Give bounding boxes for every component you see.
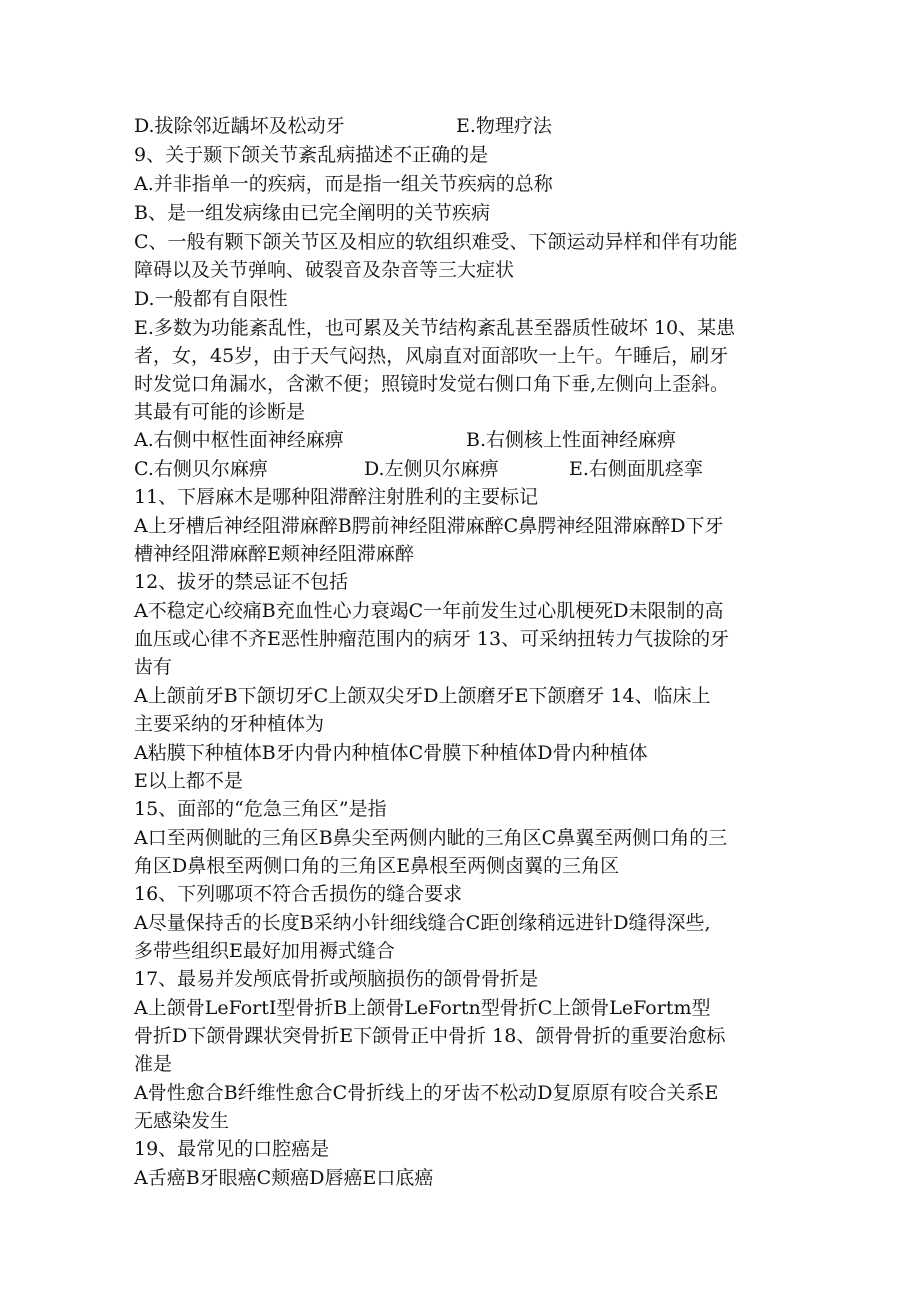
option-line: 角区D鼻根至两侧口角的三角区E鼻根至两侧卤翼的三角区 [134, 855, 620, 877]
option-line: E以上都不是 [134, 770, 243, 792]
option-line: A粘膜下种植体B牙内骨内种植体C骨膜下种植体D骨内种植体 [134, 742, 648, 764]
option-line: 障碍以及关节弹响、破裂音及杂音等三大症状 [134, 259, 515, 281]
option-b: B.右侧核上性面神经麻痹 [466, 429, 677, 451]
question-15: 15、面部的“危急三角区”是指 [134, 798, 387, 820]
option-line: A.并非指单一的疾病，而是指一组关节疾病的总称 [134, 173, 553, 195]
option-line: E.多数为功能紊乱性，也可累及关节结构紊乱甚至器质性破坏 10、某患 [134, 317, 736, 339]
question-10-line: 其最有可能的诊断是 [134, 401, 306, 423]
option-line: A舌癌B牙眼癌C颊癌D唇癌E口底癌 [134, 1167, 434, 1189]
question-10-line: 者，女，45岁，由于天气闷热，风扇直对面部吹一上午。午睡后，刷牙 [134, 345, 729, 367]
option-line: A骨性愈合B纤维性愈合C骨折线上的牙齿不松动D复原原有咬合关系E [134, 1082, 719, 1104]
question-19: 19、最常见的口腔癌是 [134, 1138, 330, 1160]
question-18-line: 准是 [134, 1053, 173, 1075]
option-d: D.左侧贝尔麻痹 [364, 458, 499, 480]
question-13-line: 齿有 [134, 656, 173, 678]
answer-line-d-e [134, 112, 552, 140]
option-d: D.拔除邻近龋坏及松动牙 [134, 115, 345, 137]
option-line: A上颌前牙B下颌切牙C上颌双尖牙D上颌磨牙E下颌磨牙 14、临床上 [134, 685, 711, 707]
option-line: 多带些组织E最好加用褥式缝合 [134, 940, 395, 962]
option-line: A上颌骨LeFortI型骨折B上颌骨LeFortn型骨折C上颌骨LeFortm型 [134, 997, 711, 1019]
question-11: 11、下唇麻木是哪种阻滞醉注射胜利的主要标记 [134, 486, 539, 508]
question-12: 12、拔牙的禁忌证不包括 [134, 571, 349, 593]
option-line: 槽神经阻滞麻醉E颊神经阻滞麻醉 [134, 543, 414, 565]
option-line: A上牙槽后神经阻滞麻醉B腭前神经阻滞麻醉C鼻腭神经阻滞麻醉D下牙 [134, 515, 724, 537]
answer-line-c-d-e [134, 455, 703, 483]
option-line: A不稳定心绞痛B充血性心力衰竭C一年前发生过心肌梗死D未限制的高 [134, 600, 724, 622]
option-a: A.右侧中枢性面神经麻痹 [134, 429, 344, 451]
answer-line-a-b [134, 426, 677, 454]
option-line: D.一般都有自限性 [134, 288, 288, 310]
option-line: A口至两侧眦的三角区B鼻尖至两侧内眦的三角区C鼻翼至两侧口角的三 [134, 827, 728, 849]
option-line: A尽量保持舌的长度B采纳小针细线缝合C距创缘稍远进针D缝得深些, [134, 912, 711, 934]
question-14-line: 主要采纳的牙种植体为 [134, 713, 325, 735]
option-line: C、一般有颗下颌关节区及相应的软组织难受、下颌运动异样和伴有功能 [134, 231, 738, 253]
option-line: 无感染发生 [134, 1110, 230, 1132]
option-c: C.右侧贝尔麻痹 [134, 458, 268, 480]
question-9: 9、关于颞下颌关节紊乱病描述不正确的是 [134, 144, 489, 166]
question-17: 17、最易并发颅底骨折或颅脑损伤的颌骨骨折是 [134, 968, 539, 990]
option-line: 骨折D下颌骨踝状突骨折E下颌骨正中骨折 18、颌骨骨折的重要治愈标 [134, 1025, 726, 1047]
option-e: E.右侧面肌痉挛 [569, 458, 703, 480]
option-e: E.物理疗法 [456, 115, 552, 137]
question-10-line: 时发觉口角漏水，含漱不便；照镜时发觉右侧口角下垂,左侧向上歪斜。 [134, 373, 730, 395]
option-line: 血压或心律不齐E恶性肿瘤范围内的病牙 13、可采纳扭转力气拔除的牙 [134, 628, 730, 650]
question-16: 16、下列哪项不符合舌损伤的缝合要求 [134, 883, 463, 905]
option-line: B、是一组发病缘由已完全阐明的关节疾病 [134, 202, 490, 224]
